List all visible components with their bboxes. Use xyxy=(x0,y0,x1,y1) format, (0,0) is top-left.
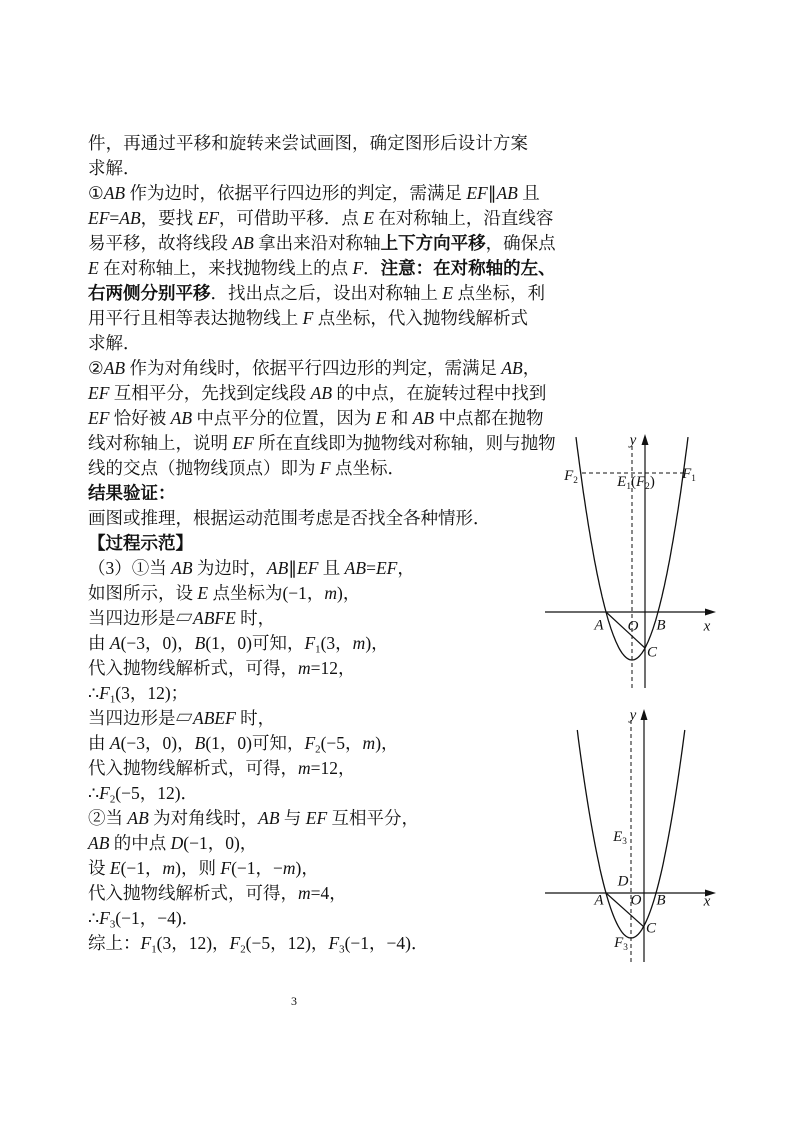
text-run: ∥ xyxy=(487,183,497,203)
math-variable: y xyxy=(629,707,637,724)
text-run: ∥ xyxy=(288,558,298,578)
text-line xyxy=(88,931,528,956)
math-variable: AB xyxy=(266,558,289,578)
bold-text: 注意：在对称轴的左、 xyxy=(380,258,556,278)
math-variable: AB xyxy=(171,558,193,578)
math-variable: B xyxy=(656,617,666,634)
math-variable: F xyxy=(304,633,316,653)
text-run: （3）①当 xyxy=(88,558,172,578)
text-run: 设 xyxy=(88,858,110,878)
text-run: (1，0)可知， xyxy=(205,733,305,753)
math-variable: F xyxy=(636,474,646,491)
math-variable: F xyxy=(99,683,110,703)
text-run: 画图或推理，根据运动范围考虑是否找全各种情形． xyxy=(88,508,491,528)
text-run: 作为对角线时，依据平行四边形的判定，需满足 xyxy=(125,358,502,378)
math-variable: m xyxy=(298,883,311,903)
text-run: (−1，− xyxy=(231,858,283,878)
subscript: 3 xyxy=(109,918,116,931)
math-variable: x xyxy=(703,893,711,910)
text-line xyxy=(88,431,556,456)
math-variable: F xyxy=(229,933,241,953)
math-variable: m xyxy=(162,858,176,878)
text-run: 时， xyxy=(235,708,276,728)
math-variable: A xyxy=(109,733,121,753)
math-variable: E xyxy=(197,583,209,603)
text-line xyxy=(88,556,528,581)
subscript: 3 xyxy=(339,943,345,956)
text-run: (3，12)； xyxy=(115,683,189,703)
text-run: 恰好被 xyxy=(109,408,171,428)
text-run: 求解． xyxy=(88,333,141,353)
text-line xyxy=(88,481,528,506)
subscript: 1 xyxy=(626,481,631,492)
text-run: ， xyxy=(397,558,415,578)
subscript: 3 xyxy=(623,942,628,953)
figure-1-label-f2 xyxy=(564,469,578,489)
text-run: = xyxy=(366,558,376,578)
math-variable: y xyxy=(629,432,637,449)
text-run: 点坐标，利 xyxy=(453,283,545,303)
text-line xyxy=(88,306,528,331)
math-variable: O xyxy=(630,892,642,909)
math-variable: C xyxy=(645,920,657,937)
math-variable: EF xyxy=(197,208,219,228)
math-variable: C xyxy=(646,644,658,661)
text-run: 时， xyxy=(235,608,276,628)
text-run: 作为边时，依据平行四边形的判定，需满足 xyxy=(125,183,467,203)
subscript: 1 xyxy=(151,943,157,956)
math-variable: EF xyxy=(466,183,488,203)
math-variable: F xyxy=(99,783,110,803)
math-variable: AB xyxy=(127,808,149,828)
math-variable: AB xyxy=(258,808,280,828)
math-variable: ABFE xyxy=(193,608,236,628)
subscript: 3 xyxy=(622,836,627,847)
math-variable: AB xyxy=(232,233,254,253)
math-variable: EF xyxy=(232,433,254,453)
subscript: 2 xyxy=(315,743,321,756)
text-line xyxy=(88,531,528,556)
math-variable: AB xyxy=(88,833,110,853)
text-run: 由 xyxy=(88,733,110,753)
subscript: 1 xyxy=(109,693,116,706)
text-run: 的中点 xyxy=(109,833,171,853)
text-line xyxy=(88,131,528,156)
math-variable: EF xyxy=(88,208,110,228)
math-variable: F xyxy=(352,258,364,278)
text-run: 线对称轴上，说明 xyxy=(88,433,233,453)
text-line xyxy=(88,706,528,731)
text-run: ∴ xyxy=(88,908,100,928)
math-variable: AB xyxy=(103,183,126,203)
text-run: (−1，0)， xyxy=(183,833,258,853)
text-run: =12， xyxy=(310,658,356,678)
text-run: 拿出来沿对称轴 xyxy=(253,233,381,253)
text-run: )， xyxy=(365,633,389,653)
text-run: 为边时， xyxy=(192,558,267,578)
math-variable: E xyxy=(375,408,387,428)
text-line xyxy=(88,681,528,706)
math-variable: E xyxy=(109,858,121,878)
text-line xyxy=(88,381,547,406)
text-run: 求解． xyxy=(88,158,141,178)
text-line xyxy=(88,506,528,531)
figure-1-label-y-label xyxy=(630,434,637,449)
math-variable: F xyxy=(220,858,232,878)
text-run: ，要找 xyxy=(140,208,198,228)
text-run: ① xyxy=(88,183,104,203)
text-run: (−5，12)． xyxy=(115,783,199,803)
math-variable: ABEF xyxy=(193,708,236,728)
subscript: 2 xyxy=(109,793,116,806)
text-run: (−5，12)， xyxy=(245,933,329,953)
text-line xyxy=(88,331,528,356)
subscript: 2 xyxy=(573,475,578,486)
figure-2-label-y-label xyxy=(630,709,637,724)
math-variable: F xyxy=(614,935,624,952)
figure-1-label-e1-f2 xyxy=(617,475,655,495)
text-run: ． xyxy=(363,258,381,278)
text-run: 在对称轴上，来找抛物线上的点 xyxy=(98,258,353,278)
text-run: 的中点，在旋转过程中找到 xyxy=(332,383,547,403)
math-variable: D xyxy=(170,833,184,853)
text-line xyxy=(88,906,528,931)
math-variable: EF xyxy=(297,558,319,578)
text-run: = xyxy=(109,208,120,228)
bold-text: 右两侧分别平移 xyxy=(88,283,211,303)
text-line xyxy=(88,156,528,181)
text-run: 和 xyxy=(386,408,413,428)
text-run: 点坐标． xyxy=(330,458,405,478)
math-variable: O xyxy=(627,618,639,635)
figure-1-label-x-label xyxy=(704,620,711,635)
text-line xyxy=(88,606,528,631)
text-run: =12， xyxy=(310,758,356,778)
figure-2-label-f3 xyxy=(614,936,628,956)
subscript: 1 xyxy=(691,473,696,484)
text-run: ② xyxy=(88,358,104,378)
math-variable: AB xyxy=(103,358,126,378)
text-line xyxy=(88,581,528,606)
text-line xyxy=(88,406,544,431)
text-run: ， xyxy=(522,358,541,378)
text-run: 点坐标为(−1， xyxy=(208,583,325,603)
math-variable: F xyxy=(99,908,110,928)
math-variable: F xyxy=(140,933,152,953)
math-variable: A xyxy=(594,892,604,909)
text-run: 当四边形是▱ xyxy=(88,608,193,628)
text-line xyxy=(88,731,528,756)
subscript: 2 xyxy=(240,943,246,956)
text-run: (−3，0)， xyxy=(120,633,195,653)
math-variable: EF xyxy=(305,808,328,828)
text-run: )， xyxy=(375,733,399,753)
figure-1-label-a xyxy=(594,619,603,634)
text-line xyxy=(88,806,528,831)
math-variable: m xyxy=(362,733,376,753)
text-run: (−5， xyxy=(320,733,363,753)
math-variable: B xyxy=(656,892,666,909)
math-variable: m xyxy=(324,583,338,603)
math-variable: AB xyxy=(170,408,193,428)
text-run: 在对称轴上，沿直线容 xyxy=(374,208,554,228)
text-run: (1，0)可知， xyxy=(205,633,305,653)
text-run: ( xyxy=(631,474,636,491)
math-variable: AB xyxy=(496,183,518,203)
math-variable: E xyxy=(617,474,627,491)
text-run: 且 xyxy=(318,558,345,578)
text-line xyxy=(88,656,528,681)
text-run: )，则 xyxy=(175,858,221,878)
math-variable: B xyxy=(194,733,206,753)
text-run: 代入抛物线解析式，可得， xyxy=(88,758,298,778)
math-variable: A xyxy=(109,633,121,653)
figure-1-label-c xyxy=(647,646,657,661)
text-run: ) xyxy=(649,474,655,491)
math-variable: m xyxy=(298,758,311,778)
text-run: (3，12)， xyxy=(156,933,230,953)
text-run: 由 xyxy=(88,633,110,653)
math-variable: B xyxy=(194,633,206,653)
math-variable: m xyxy=(352,633,366,653)
subscript: 1 xyxy=(315,643,321,656)
text-run: ．找出点之后，设出对称轴上 xyxy=(210,283,443,303)
math-variable: x xyxy=(703,618,711,635)
figure-2-label-b xyxy=(656,894,665,909)
text-run: 易平移，故将线段 xyxy=(88,233,233,253)
math-variable: m xyxy=(282,858,296,878)
math-variable: AB xyxy=(412,408,435,428)
text-run: 所在直线即为抛物线对称轴，则与抛物 xyxy=(253,433,556,453)
figure-2-label-e3 xyxy=(613,830,627,850)
page-number: 3 xyxy=(291,994,297,1008)
text-run: 中点都在抛物 xyxy=(434,408,544,428)
math-variable: E xyxy=(88,258,99,278)
math-variable: AB xyxy=(501,358,523,378)
text-line xyxy=(88,881,528,906)
text-run: 用平行且相等表达抛物线上 xyxy=(88,308,303,328)
math-variable: AB xyxy=(310,383,333,403)
text-run: 当四边形是▱ xyxy=(88,708,193,728)
math-variable: EF xyxy=(88,383,110,403)
bold-text: 结果验证： xyxy=(88,483,176,503)
text-run: ②当 xyxy=(88,808,128,828)
text-run: ，确保点 xyxy=(485,233,556,253)
text-line xyxy=(88,256,556,281)
math-variable: m xyxy=(298,658,311,678)
math-variable: F xyxy=(304,733,316,753)
text-run: (−3，0)， xyxy=(120,733,195,753)
text-run: 代入抛物线解析式，可得， xyxy=(88,658,298,678)
figure-1-label-b xyxy=(656,619,665,634)
text-run: 代入抛物线解析式，可得， xyxy=(88,883,298,903)
text-line xyxy=(88,831,528,856)
text-run: 如图所示，设 xyxy=(88,583,198,603)
text-run: 且 xyxy=(517,183,540,203)
math-variable: F xyxy=(319,458,331,478)
text-run: 综上： xyxy=(88,933,141,953)
math-variable: AB xyxy=(119,208,141,228)
text-run: =4， xyxy=(310,883,347,903)
figure-2-label-o xyxy=(631,894,642,909)
figure-2-label-a xyxy=(594,894,603,909)
text-run: 中点平分的位置，因为 xyxy=(192,408,376,428)
bold-text: 【过程示范】 xyxy=(88,533,193,553)
text-run: 互相平分，先找到定线段 xyxy=(109,383,311,403)
math-variable: F xyxy=(302,308,314,328)
math-variable: F xyxy=(564,468,574,485)
text-line xyxy=(88,781,528,806)
text-run: ∴ xyxy=(88,783,100,803)
text-line xyxy=(88,231,556,256)
text-run: (3， xyxy=(320,633,353,653)
text-run: (−1，−4)． xyxy=(344,933,429,953)
figure-1-label-o xyxy=(628,620,639,635)
figure-2-y-axis-arrow xyxy=(641,709,648,720)
figure-1-x-axis-arrow xyxy=(705,609,716,616)
subscript: 2 xyxy=(645,481,650,492)
math-variable: AB xyxy=(344,558,367,578)
math-variable: D xyxy=(617,873,629,890)
text-run: ，可借助平移．点 xyxy=(218,208,364,228)
text-line xyxy=(88,281,545,306)
text-run: 件，再通过平移和旋转来尝试画图，确定图形后设计方案 xyxy=(88,133,528,153)
figure-2-label-d xyxy=(618,875,629,890)
math-variable: F xyxy=(328,933,340,953)
figure-2 xyxy=(545,709,716,962)
math-variable: A xyxy=(594,617,604,634)
text-line xyxy=(88,856,528,881)
text-line xyxy=(88,356,541,381)
text-run: )， xyxy=(337,583,361,603)
math-variable: EF xyxy=(88,408,110,428)
math-variable: E xyxy=(363,208,374,228)
text-line xyxy=(88,756,528,781)
text-run: 线的交点（抛物线顶点）即为 xyxy=(88,458,320,478)
text-line xyxy=(88,631,528,656)
text-line xyxy=(88,206,554,231)
text-line xyxy=(88,456,528,481)
math-variable: EF xyxy=(375,558,398,578)
text-run: 互相平分， xyxy=(327,808,420,828)
math-variable: F xyxy=(682,466,692,483)
figure-1-label-f1 xyxy=(682,467,696,487)
figure-1-y-axis-arrow xyxy=(642,434,649,445)
text-line xyxy=(88,181,540,206)
figure-2-label-x-label xyxy=(704,895,711,910)
body-text xyxy=(88,131,556,956)
math-variable: E xyxy=(442,283,454,303)
text-run: 与 xyxy=(279,808,306,828)
figure-2-label-c xyxy=(646,922,656,937)
text-run: (−1，−4)． xyxy=(115,908,200,928)
text-run: )， xyxy=(295,858,319,878)
bold-text: 上下方向平移 xyxy=(380,233,486,253)
text-run: 点坐标，代入抛物线解析式 xyxy=(313,308,529,328)
text-run: 为对角线时， xyxy=(148,808,259,828)
math-variable: E xyxy=(613,829,623,846)
text-run: ∴ xyxy=(88,683,100,703)
text-run: (−1， xyxy=(120,858,163,878)
